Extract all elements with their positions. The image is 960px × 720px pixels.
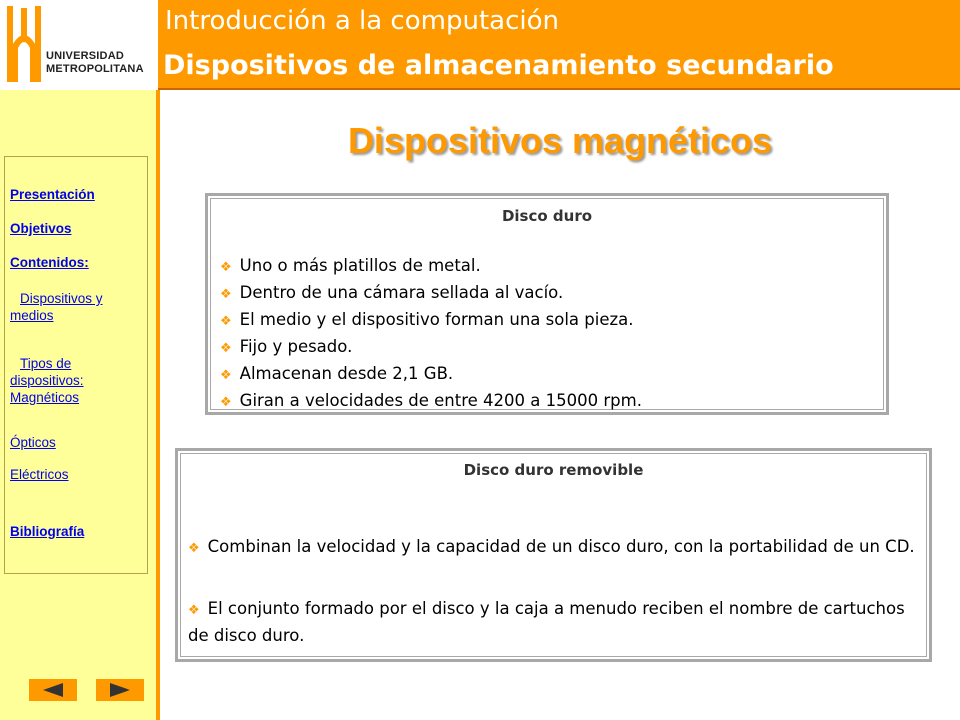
diamond-bullet-icon: ❖ (220, 260, 232, 275)
list-item (220, 280, 642, 307)
list-item (220, 388, 642, 415)
list-item-text: Almacenan desde 2,1 GB. (239, 364, 454, 383)
triangle-left-icon (41, 682, 65, 698)
logo-text-line2: METROPOLITANA (46, 63, 144, 75)
diamond-bullet-icon: ❖ (188, 603, 200, 618)
list-item-text: Fijo y pesado. (239, 337, 353, 356)
logo-text (46, 50, 156, 76)
sidebar-divider (156, 90, 160, 720)
section-title: Dispositivos de almacenamiento secundario (163, 50, 834, 81)
diamond-bullet-icon: ❖ (220, 341, 232, 356)
list-item-text: El medio y el dispositivo forman una sola pieza. (239, 310, 634, 329)
list-item (220, 307, 642, 334)
sidebar-link-presentacion[interactable]: Presentación (10, 187, 95, 202)
diamond-bullet-icon: ❖ (220, 287, 232, 302)
previous-page-button[interactable] (29, 679, 77, 701)
next-page-button[interactable] (96, 679, 144, 701)
hard-disk-bullet-list (220, 253, 642, 415)
removable-hard-disk-box (175, 448, 932, 662)
sidebar-link-contenidos[interactable]: Contenidos: (10, 255, 89, 270)
triangle-right-icon (108, 682, 132, 698)
diamond-bullet-icon: ❖ (220, 314, 232, 329)
diamond-bullet-icon: ❖ (220, 368, 232, 383)
diamond-bullet-icon: ❖ (220, 395, 232, 410)
sidebar-link-electricos[interactable]: Eléctricos (10, 467, 69, 482)
list-item-text: Giran a velocidades de entre 4200 a 15000 rpm. (239, 391, 642, 410)
removable-hard-disk-title: Disco duro removible (463, 461, 644, 479)
logo-text-line1: UNIVERSIDAD (46, 50, 124, 62)
hard-disk-box (205, 193, 889, 415)
sidebar-link-magneticos[interactable]: Tipos de dispositivos: Magnéticos (10, 356, 84, 405)
diamond-bullet-icon: ❖ (188, 541, 200, 556)
paragraph-text: El conjunto formado por el disco y la caja a menudo reciben el nombre de cartuchos de disco duro. (188, 599, 905, 645)
sidebar-link-objetivos[interactable]: Objetivos (10, 221, 72, 236)
paragraph-text: Combinan la velocidad y la capacidad de un disco duro, con la portabilidad de un CD. (207, 537, 915, 556)
removable-paragraph-1 (188, 534, 920, 561)
sidebar-link-dispositivos-medios[interactable]: Dispositivos y medios (10, 291, 103, 323)
sidebar-link-opticos[interactable]: Ópticos (10, 435, 56, 450)
page-title: Dispositivos magnéticos (347, 120, 773, 161)
course-title: Introducción a la computación (165, 6, 559, 36)
list-item-text: Dentro de una cámara sellada al vacío. (239, 283, 564, 302)
hard-disk-title: Disco duro (501, 207, 593, 225)
list-item (220, 361, 642, 388)
list-item (220, 253, 642, 280)
removable-paragraph-2 (188, 596, 920, 648)
list-item-text: Uno o más platillos de metal. (239, 256, 481, 275)
sidebar-link-bibliografia[interactable]: Bibliografía (10, 524, 85, 539)
header-divider (158, 88, 960, 90)
university-logo-mark-icon (4, 4, 44, 84)
list-item (220, 334, 642, 361)
university-logo (0, 0, 158, 90)
